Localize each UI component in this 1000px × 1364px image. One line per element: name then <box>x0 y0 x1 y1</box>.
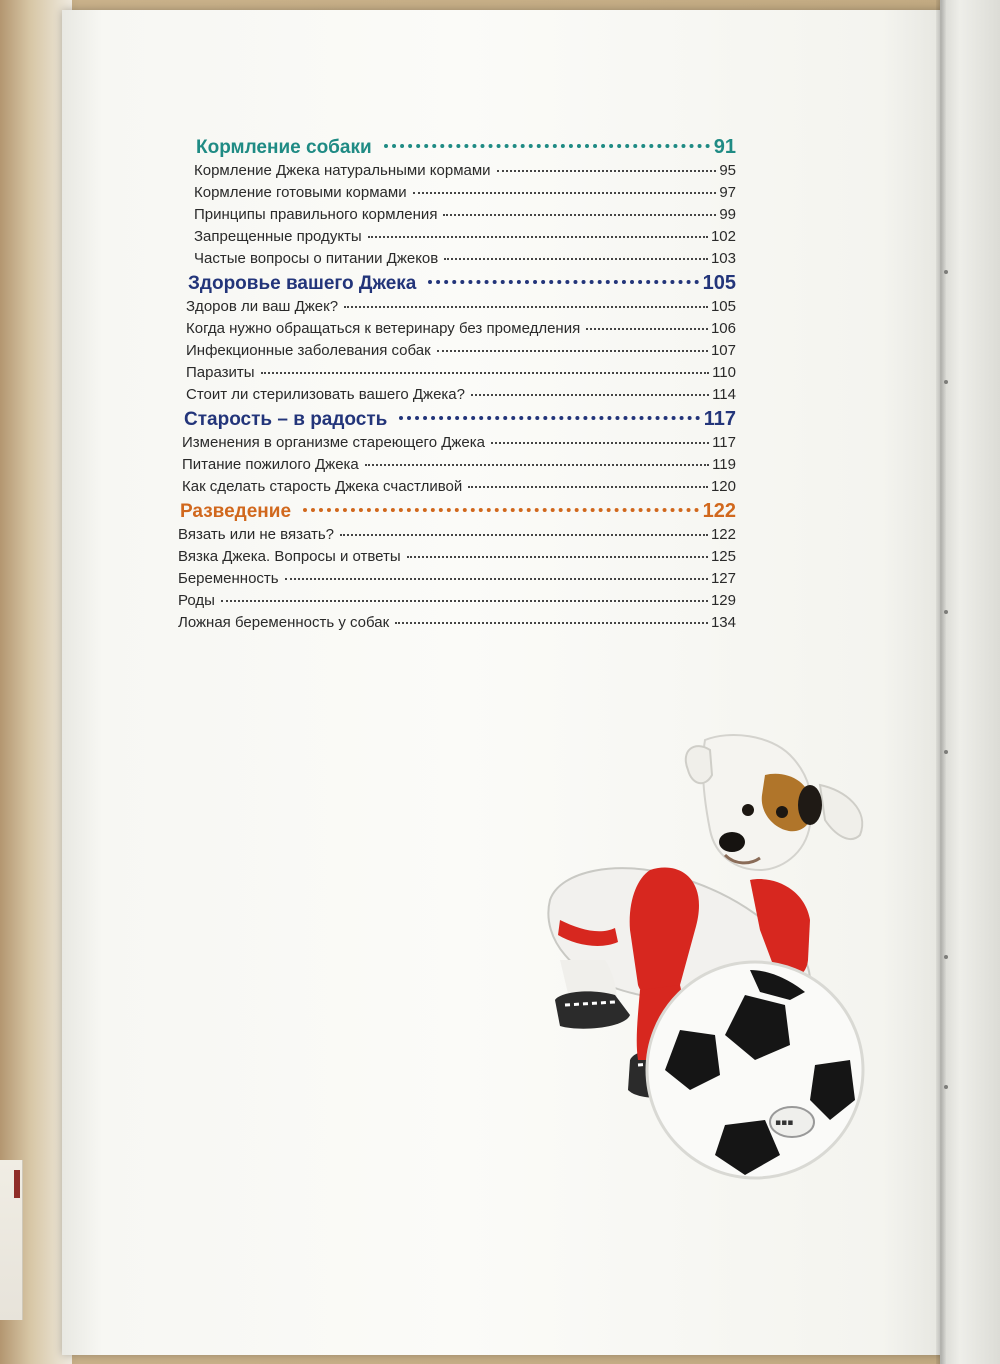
section-page-number: 122 <box>702 500 736 522</box>
entry-page-number: 114 <box>712 386 736 403</box>
toc-entry <box>176 526 736 548</box>
entry-page-number: 117 <box>712 434 736 451</box>
entry-title: Вязать или не вязать? <box>178 526 335 543</box>
toc-entry <box>176 456 736 478</box>
entry-title: Принципы правильного кормления <box>194 206 438 223</box>
dot-leader <box>261 372 710 374</box>
toc-entry <box>176 478 736 500</box>
toc-entry <box>176 298 736 320</box>
dot-leader <box>395 622 708 624</box>
toc-entry <box>176 386 736 408</box>
dot-leader <box>221 600 708 602</box>
toc-entry <box>176 592 736 614</box>
dot-leader <box>443 214 716 216</box>
entry-title: Ложная беременность у собак <box>178 614 390 631</box>
dot-leader <box>437 350 708 352</box>
page-gutter <box>936 0 946 1364</box>
dot-leader <box>303 508 699 512</box>
entry-title: Как сделать старость Джека счастливой <box>182 478 463 495</box>
entry-page-number: 134 <box>710 614 736 631</box>
binding-stitch <box>944 610 948 614</box>
dot-leader <box>285 578 708 580</box>
binding-stitch <box>944 750 948 754</box>
toc-entry <box>176 364 736 386</box>
entry-page-number: 106 <box>710 320 736 337</box>
table-of-contents <box>176 136 736 636</box>
dot-leader <box>428 280 698 284</box>
section-page-number: 105 <box>702 272 736 294</box>
entry-title: Запрещенные продукты <box>194 228 362 245</box>
dot-leader <box>384 144 710 148</box>
dot-leader <box>444 258 708 260</box>
dot-leader <box>340 534 708 536</box>
binding-stitch <box>944 955 948 959</box>
toc-entry <box>176 570 736 592</box>
toc-entry <box>176 184 736 206</box>
entry-page-number: 122 <box>710 526 736 543</box>
entry-page-number: 95 <box>719 162 736 179</box>
svg-text:▪▪▪: ▪▪▪ <box>775 1118 794 1128</box>
entry-page-number: 102 <box>710 228 736 245</box>
entry-title: Кормление Джека натуральными кормами <box>194 162 491 179</box>
entry-page-number: 127 <box>710 570 736 587</box>
dot-leader <box>413 192 717 194</box>
dot-leader <box>368 236 708 238</box>
toc-entry <box>176 434 736 456</box>
dot-leader <box>399 416 699 420</box>
toc-entry <box>176 320 736 342</box>
dot-leader <box>497 170 717 172</box>
binding-stitch <box>944 270 948 274</box>
entry-title: Инфекционные заболевания собак <box>186 342 431 359</box>
entry-title: Изменения в организме стареющего Джека <box>182 434 485 451</box>
dog-illustration <box>520 730 900 1210</box>
entry-title: Питание пожилого Джека <box>182 456 359 473</box>
entry-title: Вязка Джека. Вопросы и ответы <box>178 548 401 565</box>
entry-title: Когда нужно обращаться к ветеринару без промедления <box>186 320 581 337</box>
jack-russell-with-ball-image <box>520 730 900 1210</box>
toc-section-heading <box>176 272 736 298</box>
dot-leader <box>344 306 708 308</box>
next-page-edge <box>940 0 1000 1364</box>
entry-page-number: 120 <box>710 478 736 495</box>
red-bookmark <box>14 1170 20 1198</box>
entry-title: Паразиты <box>186 364 255 381</box>
toc-section-heading <box>176 500 736 526</box>
dot-leader <box>468 486 708 488</box>
toc-entry <box>176 548 736 570</box>
toc-entry <box>176 162 736 184</box>
entry-page-number: 107 <box>710 342 736 359</box>
toc-entry <box>176 342 736 364</box>
entry-title: Частые вопросы о питании Джеков <box>194 250 439 267</box>
section-title: Старость – в радость <box>184 409 388 430</box>
entry-page-number: 103 <box>710 250 736 267</box>
toc-section-heading <box>176 408 736 434</box>
entry-page-number: 99 <box>719 206 736 223</box>
entry-page-number: 110 <box>712 364 736 381</box>
dot-leader <box>471 394 709 396</box>
entry-title: Стоит ли стерилизовать вашего Джека? <box>186 386 465 403</box>
section-page-number: 91 <box>713 136 736 158</box>
dot-leader <box>586 328 708 330</box>
entry-page-number: 129 <box>710 592 736 609</box>
dot-leader <box>365 464 709 466</box>
entry-page-number: 105 <box>710 298 736 315</box>
section-page-number: 117 <box>703 408 736 430</box>
binding-stitch <box>944 380 948 384</box>
section-title: Здоровье вашего Джека <box>188 273 417 294</box>
section-title: Кормление собаки <box>196 137 372 158</box>
toc-entry <box>176 250 736 272</box>
toc-entry <box>176 206 736 228</box>
binding-stitch <box>944 1085 948 1089</box>
section-title: Разведение <box>180 501 292 522</box>
dot-leader <box>491 442 709 444</box>
entry-page-number: 119 <box>712 456 736 473</box>
toc-section-heading <box>176 136 736 162</box>
toc-entry <box>176 614 736 636</box>
entry-page-number: 125 <box>710 548 736 565</box>
toc-entry <box>176 228 736 250</box>
entry-title: Беременность <box>178 570 279 587</box>
entry-page-number: 97 <box>719 184 736 201</box>
entry-title: Здоров ли ваш Джек? <box>186 298 339 315</box>
entry-title: Кормление готовыми кормами <box>194 184 407 201</box>
entry-title: Роды <box>178 592 215 609</box>
dot-leader <box>407 556 708 558</box>
